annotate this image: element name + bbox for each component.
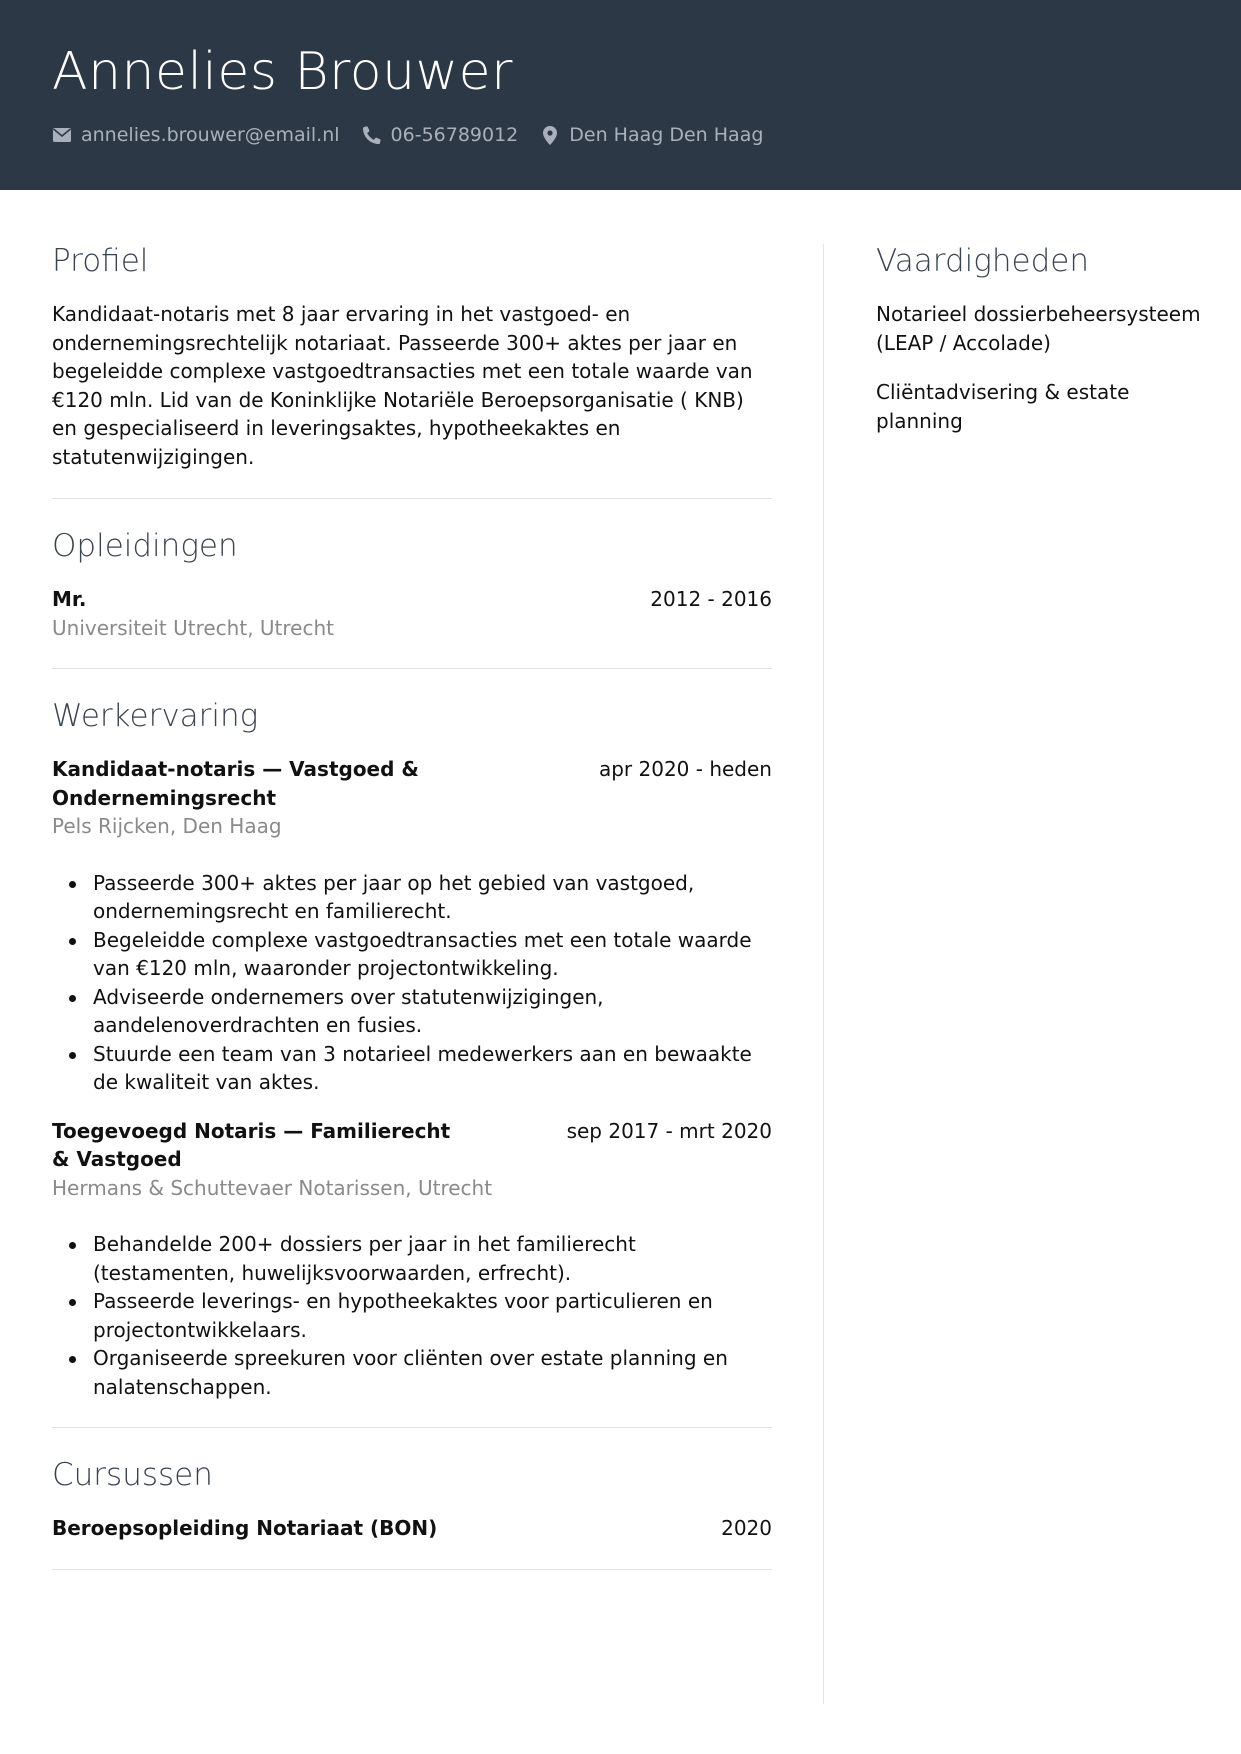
section-divider <box>52 668 772 669</box>
bullet-item: Organiseerde spreekuren voor cliënten over estate planning en nalatenschappen. <box>52 1344 772 1401</box>
candidate-name: Annelies Brouwer <box>52 42 513 102</box>
degree: Mr. <box>52 587 87 611</box>
education-period: 2012 - 2016 <box>650 587 772 611</box>
education-section <box>52 525 772 642</box>
skills-title: Vaardigheden <box>876 243 1090 279</box>
profile-section <box>52 240 772 471</box>
employer: Pels Rijcken, Den Haag <box>52 814 282 838</box>
bullet-item: Passeerde leverings- en hypotheekaktes voor particulieren en projectontwikkelaars. <box>52 1287 772 1344</box>
job-bullets <box>52 869 772 1097</box>
envelope-icon <box>52 125 72 145</box>
bullet-item: Stuurde een team van 3 notarieel medewerkers aan en bewaakte de kwaliteit van aktes. <box>52 1040 772 1097</box>
education-title: Opleidingen <box>52 528 238 564</box>
job-period: sep 2017 - mrt 2020 <box>566 1118 772 1143</box>
contact-email[interactable] <box>52 124 340 146</box>
courses-section <box>52 1454 772 1543</box>
contact-phone[interactable] <box>362 124 519 146</box>
job-role: Kandidaat-notaris — Vastgoed & Ondernemingsrecht <box>52 757 419 810</box>
profile-title: Profiel <box>52 243 149 279</box>
institution: Universiteit Utrecht, Utrecht <box>52 615 334 640</box>
phone-icon <box>362 125 382 145</box>
experience-title: Werkervaring <box>52 698 259 734</box>
job-period: apr 2020 - heden <box>598 757 772 781</box>
experience-section <box>52 695 772 1401</box>
contact-location <box>540 124 763 146</box>
contact-row <box>52 122 785 148</box>
email-text: annelies.brouwer@email.nl <box>81 124 340 146</box>
section-divider <box>52 1427 772 1428</box>
location-pin-icon <box>540 125 560 145</box>
employer: Hermans & Schuttevaer Notarissen, Utrecht <box>52 1175 493 1200</box>
course-year: 2020 <box>721 1516 772 1540</box>
experience-entry <box>52 1117 772 1402</box>
column-divider <box>823 244 824 1704</box>
main-column <box>52 240 772 1596</box>
section-divider <box>52 498 772 499</box>
skill-item: Notarieel dossierbeheersysteem (LEAP / Accolade) <box>876 302 1201 355</box>
course-name: Beroepsopleiding Notariaat (BON) <box>52 1516 438 1540</box>
experience-entry <box>52 755 772 1097</box>
courses-title: Cursussen <box>52 1457 213 1493</box>
header-banner <box>0 0 1241 190</box>
job-bullets <box>52 1230 772 1401</box>
bullet-item: Begeleidde complexe vastgoedtransacties met een totale waarde van €120 mln, waaronder projectontwikkeling. <box>52 926 772 983</box>
profile-text: Kandidaat-notaris met 8 jaar ervaring in het vastgoed- en ondernemingsrechtelijk notariaat. Passeerde 300+ aktes per jaar en begeleidde complexe vastgoedtransacties met een totale waarde van €120 mln. Lid van de Koninklijke Notariële Beroepsorganisatie ( KNB) en gespecialiseerd in leveringsaktes, hypotheekaktes en statutenwijzigingen. <box>52 302 753 469</box>
phone-text: 06-56789012 <box>390 124 519 146</box>
skills-section <box>876 240 1206 435</box>
side-column <box>876 240 1206 456</box>
location-text: Den Haag Den Haag <box>569 124 764 146</box>
course-entry <box>52 1514 772 1543</box>
bullet-item: Behandelde 200+ dossiers per jaar in het familierecht (testamenten, huwelijksvoorwaarden, erfrecht). <box>52 1230 772 1287</box>
bullet-item: Passeerde 300+ aktes per jaar op het gebied van vastgoed, ondernemingsrecht en familierecht. <box>52 869 772 926</box>
job-role: Toegevoegd Notaris — Familierecht & Vastgoed <box>52 1118 451 1171</box>
bullet-item: Adviseerde ondernemers over statutenwijzigingen, aandelenoverdrachten en fusies. <box>52 983 772 1040</box>
section-divider <box>52 1569 772 1570</box>
education-entry <box>52 585 772 642</box>
skill-item: Cliëntadvisering & estate planning <box>876 380 1130 433</box>
